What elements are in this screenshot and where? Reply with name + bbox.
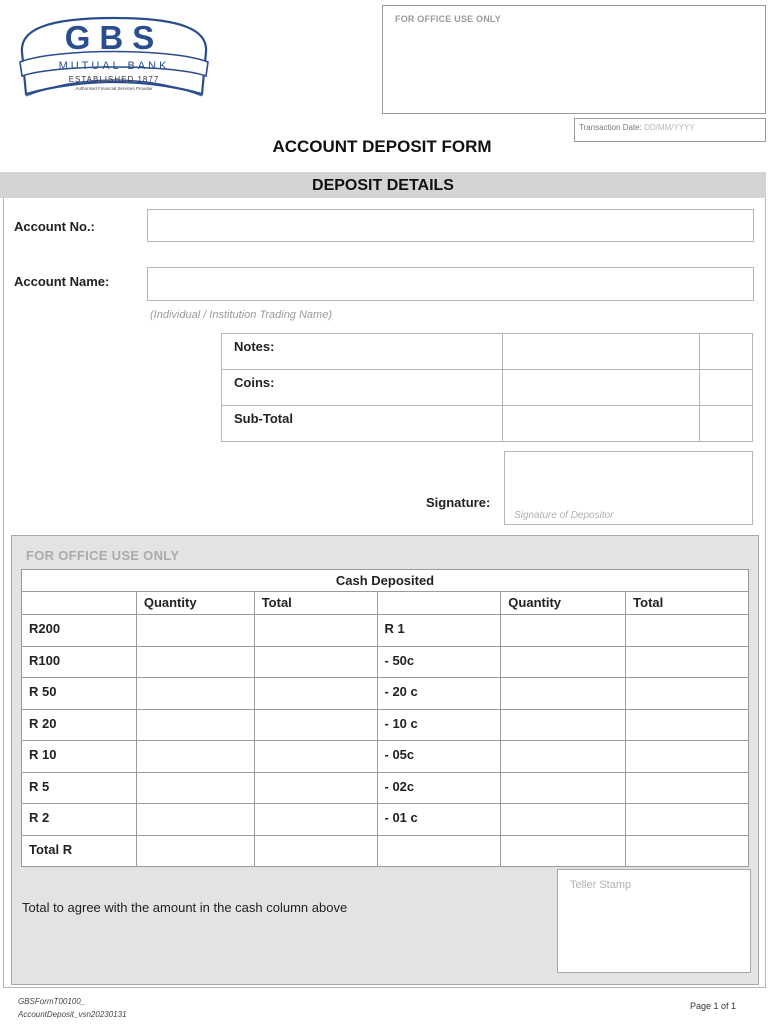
form-code [18,995,127,1021]
header-quantity: Quantity [501,592,626,615]
table-row [22,678,749,710]
denomination-right: - 05c [377,741,501,773]
header-quantity: Quantity [136,592,254,615]
transaction-date-placeholder: DD/MM/YYYY [644,123,695,132]
quantity-cell[interactable] [136,804,254,836]
table-row [22,615,749,647]
quantity-cell[interactable] [501,741,626,773]
teller-stamp-box[interactable] [557,869,751,973]
quantity-cell[interactable] [501,646,626,678]
quantity-cell[interactable] [501,772,626,804]
total-cell[interactable] [626,646,749,678]
cash-deposited-title: Cash Deposited [22,570,749,592]
table-header-row [22,592,749,615]
table-row [222,406,753,442]
denomination-left: R 20 [22,709,137,741]
form-title: ACCOUNT DEPOSIT FORM [272,137,492,156]
signature-field[interactable] [504,451,753,525]
total-cell[interactable] [254,646,377,678]
denomination-right: - 20 c [377,678,501,710]
table-row [22,835,749,867]
table-row [22,741,749,773]
office-use-label-top: FOR OFFICE USE ONLY [395,14,501,24]
logo-tagline: Authorised Financial Services Provider [75,86,153,91]
total-cell[interactable] [626,772,749,804]
subtotal-rands-cell[interactable] [503,406,700,442]
total-cell[interactable] [254,678,377,710]
agree-text: Total to agree with the amount in the cash column above [22,900,348,915]
coins-label: Coins: [222,370,503,406]
denomination-right: - 01 c [377,804,501,836]
teller-stamp-label: Teller Stamp [570,879,632,891]
coins-rands-cell[interactable] [503,370,700,406]
total-cell[interactable] [626,741,749,773]
account-no-label: Account No.: [14,219,95,234]
denomination-right: R 1 [377,615,501,647]
header-cell [377,592,501,615]
header-cell [22,592,137,615]
signature-label: Signature: [426,495,491,510]
transaction-date-label: Transaction Date: [579,123,642,132]
account-name-input[interactable] [147,267,754,301]
total-cell[interactable] [626,835,749,867]
table-header-row [22,570,749,592]
denomination-left: R 2 [22,804,137,836]
denomination-left: R100 [22,646,137,678]
denomination-right: - 02c [377,772,501,804]
table-row [22,772,749,804]
notes-cents-cell[interactable] [700,334,753,370]
denomination-left: R 50 [22,678,137,710]
header-total: Total [254,592,377,615]
section-title: DEPOSIT DETAILS [0,172,766,198]
table-row [22,804,749,836]
quantity-cell[interactable] [136,678,254,710]
total-cell[interactable] [254,835,377,867]
quantity-cell[interactable] [136,741,254,773]
denomination-right: - 10 c [377,709,501,741]
quantity-cell[interactable] [501,678,626,710]
denomination-left: R 5 [22,772,137,804]
total-cell[interactable] [626,615,749,647]
table-row [222,334,753,370]
quantity-cell[interactable] [501,615,626,647]
denomination-left: R 10 [22,741,137,773]
bank-logo [16,10,212,102]
logo-established: ESTABLISHED 1877 [68,75,160,84]
total-label: Total R [22,835,137,867]
account-name-label: Account Name: [14,274,110,289]
total-cell[interactable] [254,709,377,741]
quantity-cell[interactable] [501,709,626,741]
denomination-right: - 50c [377,646,501,678]
denomination-right [377,835,501,867]
quantity-cell[interactable] [501,835,626,867]
page-number: Page 1 of 1 [690,1001,737,1011]
notes-label: Notes: [222,334,503,370]
quantity-cell[interactable] [136,835,254,867]
total-cell[interactable] [626,804,749,836]
quantity-cell[interactable] [501,804,626,836]
office-use-box-top [382,5,766,114]
subtotal-label: Sub-Total [222,406,503,442]
total-cell[interactable] [626,678,749,710]
logo-bank: MUTUAL BANK [58,60,170,72]
table-row [222,370,753,406]
subtotal-cents-cell[interactable] [700,406,753,442]
logo-gbs: GBS [64,19,164,56]
notes-rands-cell[interactable] [503,334,700,370]
signature-placeholder: Signature of Depositor [514,510,614,521]
table-row [22,646,749,678]
account-no-input[interactable] [147,209,754,242]
office-use-title: FOR OFFICE USE ONLY [26,548,180,563]
total-cell[interactable] [254,741,377,773]
amount-summary-table [221,333,753,442]
denomination-left: R200 [22,615,137,647]
quantity-cell[interactable] [136,615,254,647]
total-cell[interactable] [626,709,749,741]
quantity-cell[interactable] [136,772,254,804]
total-cell[interactable] [254,615,377,647]
coins-cents-cell[interactable] [700,370,753,406]
form-code-line1: GBSFormT00100_ [18,997,86,1006]
quantity-cell[interactable] [136,646,254,678]
total-cell[interactable] [254,804,377,836]
account-name-hint: (Individual / Institution Trading Name) [150,309,332,321]
table-row [22,709,749,741]
form-code-line2: AccountDeposit_vsn20230131 [18,1010,127,1019]
cash-deposited-table [21,569,749,867]
total-cell[interactable] [254,772,377,804]
quantity-cell[interactable] [136,709,254,741]
header-total: Total [626,592,749,615]
